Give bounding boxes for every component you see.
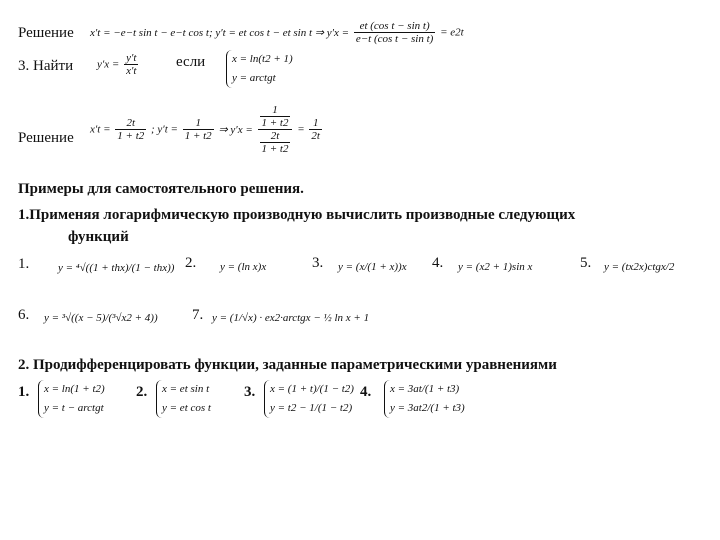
solution-label-1: Решение <box>18 25 74 41</box>
derivatives-expression: x′t = −e−t sin t − e−t cos t; y′t = et cos t − et sin t ⇒ y′x = <box>90 27 350 39</box>
task2-item4-brace <box>384 380 465 418</box>
task2-item3-brace <box>264 380 354 418</box>
ratio-denominator: e−t (cos t − sin t) <box>355 33 434 45</box>
yt-fraction <box>183 117 214 142</box>
task2-item4-line1: x = 3at/(1 + t3) <box>390 383 460 395</box>
task2-item3-num: 3. <box>244 384 256 400</box>
task2-item2-system <box>156 380 211 418</box>
task2-item2-num: 2. <box>136 384 148 400</box>
task2-item1-num: 1. <box>18 384 30 400</box>
yx-compound-fraction <box>258 104 293 155</box>
yx-lhs: ⇒ y′x = <box>218 124 253 136</box>
task1-item7-formula: y = (1/√x) · ex2·arctgx − ½ ln x + 1 <box>212 312 370 324</box>
task2-item4-system <box>384 380 465 418</box>
final-lhs: = <box>297 123 305 136</box>
yt-denominator: 1 + t2 <box>184 130 212 142</box>
xt-denominator: 1 + t2 <box>117 130 145 142</box>
task1-item2-formula: y = (ln x)x <box>220 261 267 273</box>
task2-item3-line2: y = t2 − 1/(1 − t2) <box>270 402 353 414</box>
task1-item5-num: 5. <box>580 255 592 271</box>
task2-item1-line1: x = ln(1 + t2) <box>44 383 105 395</box>
solution-formula-1 <box>90 20 464 45</box>
task1-heading-line2: функций <box>68 229 129 245</box>
task3-derivative <box>97 52 140 77</box>
yx-num-bottom: 1 + t2 <box>261 117 289 129</box>
task1-item7-num: 7. <box>192 307 204 323</box>
system-brace <box>226 50 293 88</box>
task2-item2-line2: y = et cos t <box>162 402 211 414</box>
task1-item2-num: 2. <box>185 255 197 271</box>
task1-item3-num: 3. <box>312 255 324 271</box>
task1-item4-formula: y = (x2 + 1)sin x <box>458 261 533 273</box>
ratio-fraction <box>354 20 435 45</box>
task3-denominator: x′t <box>126 65 137 77</box>
yx-num-top: 1 <box>272 104 278 116</box>
task2-item4-line2: y = 3at2/(1 + t3) <box>390 402 465 414</box>
task1-item5-formula: y = (tx2x)ctgx/2 <box>604 261 675 273</box>
solution-label-2: Решение <box>18 130 74 146</box>
task2-item3-line1: x = (1 + t)/(1 − t2) <box>270 383 354 395</box>
yx-denominator <box>258 129 293 155</box>
task1-heading-line1: 1.Применяя логарифмическую производную вычислить производные следующих <box>18 207 576 223</box>
task3-label: 3. Найти <box>18 58 74 74</box>
task2-heading: 2. Продифференцировать функции, заданные параметрическими уравнениями <box>18 357 557 373</box>
final-numerator: 1 <box>312 117 319 129</box>
task3-system <box>226 50 293 88</box>
task2-item3-system <box>264 380 354 418</box>
system-line-2: y = arctgt <box>232 72 276 84</box>
task3-numerator: y′t <box>126 52 137 64</box>
task1-item6-formula: y = ³√((x − 5)/(³√x2 + 4)) <box>44 312 158 324</box>
ratio-result: = e2t <box>440 26 464 39</box>
task1-item1-formula: y = ⁴√((1 + thx)/(1 − thx)) <box>58 262 175 274</box>
task3-yx-lhs: y′x = <box>97 58 120 71</box>
yt-numerator: 1 <box>195 117 201 129</box>
task3-fraction <box>124 52 138 77</box>
task1-item3-formula: y = (x/(1 + x))x <box>338 261 407 273</box>
section-title: Примеры для самостоятельного решения. <box>18 181 304 197</box>
task2-item1-line2: y = t − arctgt <box>44 402 104 414</box>
task2-item2-brace <box>156 380 211 418</box>
solution-formula-2 <box>90 104 324 155</box>
final-fraction <box>309 117 322 142</box>
yx-numerator <box>258 104 293 129</box>
task2-item1-brace <box>38 380 105 418</box>
final-denominator: 2t <box>311 130 320 142</box>
xt-fraction <box>115 117 146 142</box>
task2-item2-line1: x = et sin t <box>162 383 210 395</box>
system-line-1: x = ln(t2 + 1) <box>232 53 293 65</box>
task3-if-label: если <box>176 54 206 70</box>
task2-item1-system <box>38 380 105 418</box>
yx-den-bottom: 1 + t2 <box>261 143 289 155</box>
xt-numerator: 2t <box>126 117 136 129</box>
xt-lhs: x′t = <box>90 123 111 136</box>
task1-item6-num: 6. <box>18 307 30 323</box>
task1-item1-num: 1. <box>18 256 30 272</box>
ratio-numerator: et (cos t − sin t) <box>359 20 430 32</box>
yx-den-top: 2t <box>270 130 280 142</box>
task1-item4-num: 4. <box>432 255 444 271</box>
task2-item4-num: 4. <box>360 384 372 400</box>
yt-lhs: ; y′t = <box>151 123 178 136</box>
